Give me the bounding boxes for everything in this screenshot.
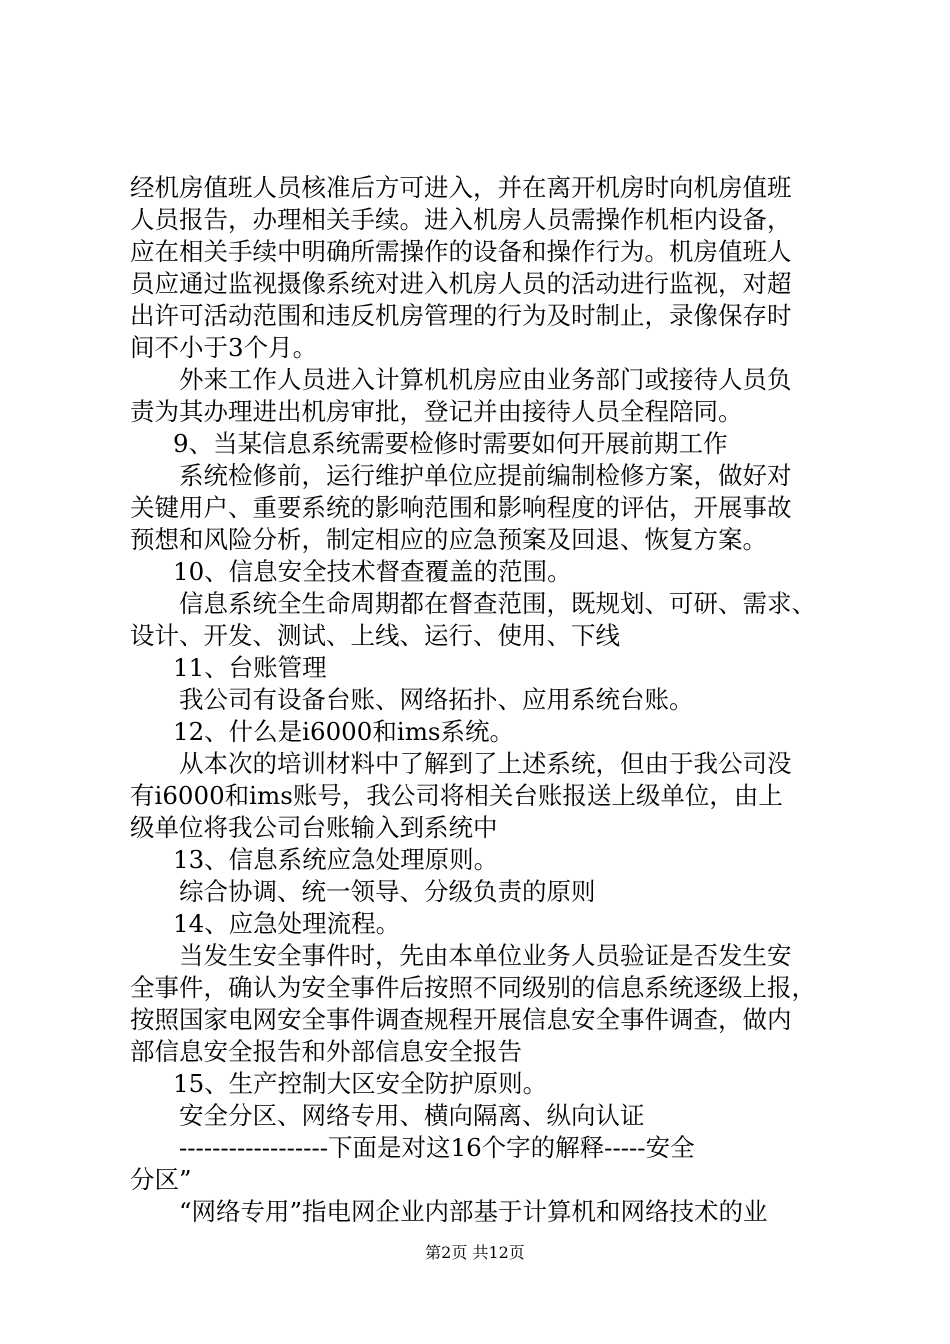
- text-line: 关键用户、重要系统的影响范围和影响程度的评估，开展事故: [130, 493, 792, 522]
- paragraph-start: 信息系统全生命周期都在督查范围，既规划、可研、需求、: [179, 589, 816, 618]
- section-heading-11: 11、台账管理: [173, 653, 327, 682]
- text-line: 按照国家电网安全事件调查规程开展信息安全事件调查，做内: [130, 1005, 792, 1034]
- section-heading-10: 10、信息安全技术督查覆盖的范围。: [173, 557, 572, 586]
- text-line: 责为其办理进出机房审批，登记并由接待人员全程陪同。: [130, 397, 743, 426]
- paragraph-start: ------------------下面是对这16个字的解释-----安全: [179, 1133, 695, 1162]
- paragraph-start: 综合协调、统一领导、分级负责的原则: [179, 877, 596, 906]
- text-line: 分区”: [130, 1165, 192, 1194]
- paragraph-start: 我公司有设备台账、网络拓扑、应用系统台账。: [179, 685, 694, 714]
- text-line: 出许可活动范围和违反机房管理的行为及时制止，录像保存时: [130, 301, 792, 330]
- paragraph-start: 从本次的培训材料中了解到了上述系统，但由于我公司没: [179, 749, 792, 778]
- paragraph-start: 安全分区、网络专用、横向隔离、纵向认证: [179, 1101, 645, 1130]
- page-number-label: 第2页 共12页: [425, 1243, 525, 1262]
- section-heading-9: 9、当某信息系统需要检修时需要如何开展前期工作: [173, 429, 728, 458]
- text-line: 部信息安全报告和外部信息安全报告: [130, 1037, 522, 1066]
- text-line: 人员报告，办理相关手续。进入机房人员需操作机柜内设备，: [130, 205, 792, 234]
- text-line: 有i6000和ims账号，我公司将相关台账报送上级单位，由上: [130, 781, 783, 810]
- text-line: 间不小于3个月。: [130, 333, 318, 362]
- text-line: 级单位将我公司台账输入到系统中: [130, 813, 498, 842]
- text-line: 应在相关手续中明确所需操作的设备和操作行为。机房值班人: [130, 237, 792, 266]
- page-footer: [0, 1243, 950, 1263]
- text-line: 全事件，确认为安全事件后按照不同级别的信息系统逐级上报，: [130, 973, 816, 1002]
- section-heading-12: 12、什么是i6000和ims系统。: [173, 717, 515, 746]
- section-heading-14: 14、应急处理流程。: [173, 909, 401, 938]
- paragraph-start: 系统检修前，运行维护单位应提前编制检修方案，做好对: [179, 461, 792, 490]
- text-line: 预想和风险分析，制定相应的应急预案及回退、恢复方案。: [130, 525, 767, 554]
- text-line: 经机房值班人员核准后方可进入，并在离开机房时向机房值班: [130, 173, 792, 202]
- text-line: 员应通过监视摄像系统对进入机房人员的活动进行监视，对超: [130, 269, 792, 298]
- paragraph-start: “网络专用”指电网企业内部基于计算机和网络技术的业: [179, 1197, 768, 1226]
- text-line: 设计、开发、测试、上线、运行、使用、下线: [130, 621, 620, 650]
- paragraph-start: 外来工作人员进入计算机机房应由业务部门或接待人员负: [179, 365, 792, 394]
- section-heading-13: 13、信息系统应急处理原则。: [173, 845, 499, 874]
- section-heading-15: 15、生产控制大区安全防护原则。: [173, 1069, 548, 1098]
- paragraph-start: 当发生安全事件时，先由本单位业务人员验证是否发生安: [179, 941, 792, 970]
- document-body: [130, 172, 830, 1228]
